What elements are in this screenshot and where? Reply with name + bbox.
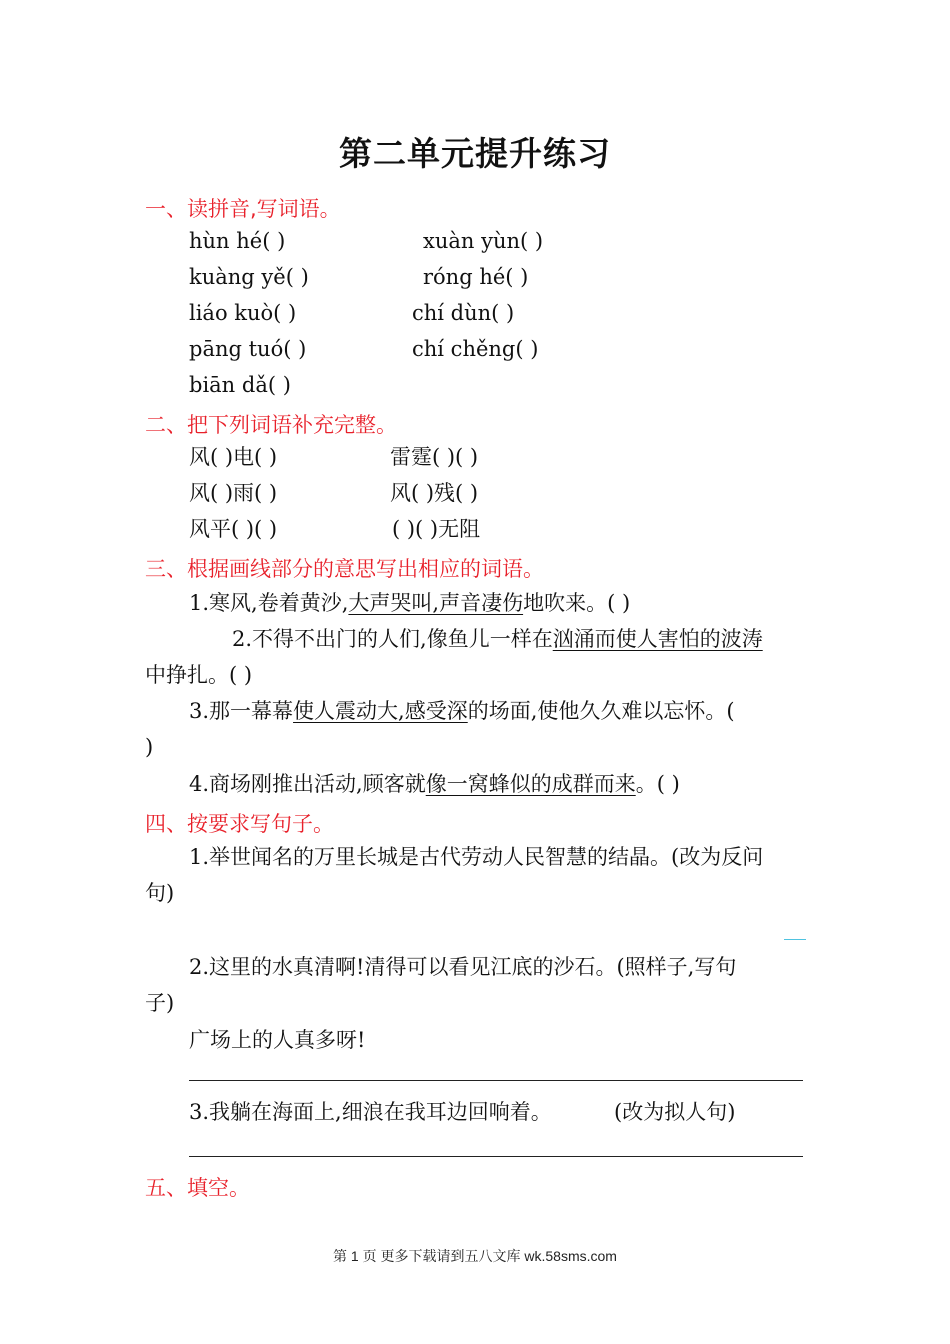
page-title: 第二单元提升练习 [339, 134, 611, 173]
idiom-item: 风( )雨( ) [189, 481, 278, 505]
question-3-3 [189, 698, 735, 724]
answer-line[interactable] [189, 1080, 803, 1081]
pinyin-item: xuàn yùn( ) [423, 229, 544, 253]
question-continuation: ) [145, 735, 154, 759]
question-text: 地吹来。( ) [523, 591, 631, 615]
question-text: 4.商场刚推出活动,顾客就 [189, 772, 426, 796]
idiom-item: ( )( )无阻 [392, 517, 481, 541]
pinyin-item: pāng tuó( ) [189, 337, 307, 361]
idiom-item: 风( )电( ) [189, 445, 278, 469]
question-3-4 [189, 771, 680, 797]
question-text: 3.那一幕幕 [189, 699, 294, 723]
section-1-heading: 一、读拼音,写词语。 [145, 197, 341, 221]
underlined-phrase: 大声哭叫,声音凄伤 [348, 591, 524, 615]
question-4-1: 1.举世闻名的万里长城是古代劳动人民智慧的结晶。(改为反问 [189, 845, 764, 869]
idiom-item: 雷霆( )( ) [390, 445, 479, 469]
underlined-phrase: 汹涌而使人害怕的波涛 [552, 627, 763, 651]
pinyin-item: róng hé( ) [423, 265, 529, 289]
idiom-item: 风平( )( ) [189, 517, 278, 541]
question-text: 的场面,使他久久难以忘怀。( [467, 699, 735, 723]
mark-line [784, 939, 806, 940]
question-continuation: 中挣扎。( ) [145, 663, 253, 687]
section-2-heading: 二、把下列词语补充完整。 [145, 413, 397, 437]
pinyin-item: liáo kuò( ) [189, 301, 297, 325]
question-text: 2.不得不出门的人们,像鱼儿一样在 [232, 627, 553, 651]
question-continuation: 子) [145, 991, 175, 1015]
section-4-heading: 四、按要求写句子。 [145, 812, 334, 836]
question-hint: (改为拟人句) [614, 1100, 736, 1124]
example-sentence: 广场上的人真多呀! [189, 1028, 366, 1052]
pinyin-item: chí chěng( ) [412, 337, 539, 361]
underlined-phrase: 使人震动大,感受深 [293, 699, 468, 723]
question-4-2: 2.这里的水真清啊!清得可以看见江底的沙石。(照样子,写句 [189, 955, 737, 979]
pinyin-item: hùn hé( ) [189, 229, 286, 253]
pinyin-item: chí dùn( ) [412, 301, 515, 325]
idiom-item: 风( )残( ) [390, 481, 479, 505]
question-3-1 [189, 590, 630, 616]
question-text: 。( ) [635, 772, 680, 796]
page-footer: 第 1 页 更多下载请到五八文库 wk.58sms.com [333, 1248, 617, 1264]
question-continuation: 句) [145, 881, 175, 905]
question-4-3: 3.我躺在海面上,细浪在我耳边回响着。 [189, 1100, 552, 1124]
question-3-2 [232, 626, 763, 652]
section-3-heading: 三、根据画线部分的意思写出相应的词语。 [145, 557, 544, 581]
underlined-phrase: 像一窝蜂似的成群而来 [425, 772, 636, 796]
section-5-heading: 五、填空。 [145, 1176, 250, 1200]
pinyin-item: biān dǎ( ) [189, 373, 291, 397]
answer-line[interactable] [189, 1156, 803, 1157]
question-text: 1.寒风,卷着黄沙, [189, 591, 349, 615]
pinyin-item: kuàng yě( ) [189, 265, 309, 289]
